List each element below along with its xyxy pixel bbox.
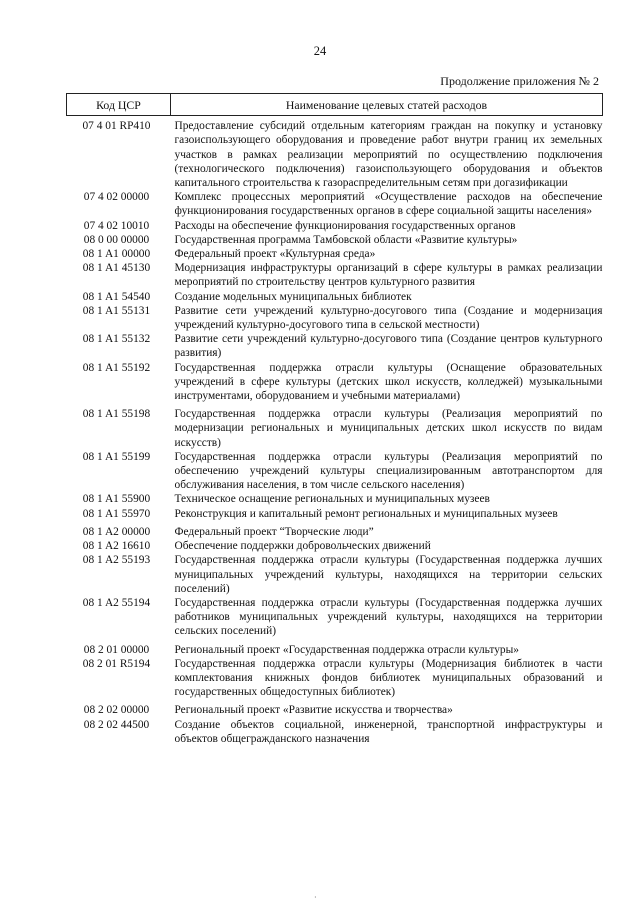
row-name: Государственная поддержка отрасли культуры (Реализация мероприятий по модернизации региональных и муниципальных детских школ искусств по видам искусств) xyxy=(174,408,603,449)
row-code: 08 1 A2 00000 xyxy=(82,525,151,538)
row-name: Техническое оснащение региональных и муниципальных музеев xyxy=(174,493,490,506)
row-name: Государственная поддержка отрасли культуры (Оснащение образовательных учреждений в сфере культуры (детских школ искусств, колледжей) музыкальными инструментами, оборудованием и учебными материалами) xyxy=(174,361,603,403)
row-code: 07 4 02 00000 xyxy=(83,191,150,204)
row-code: 08 1 A1 45130 xyxy=(82,262,151,275)
row-code: 08 1 A2 16610 xyxy=(82,540,151,553)
table-row xyxy=(67,657,603,700)
header-name: Наименование целевых статей расходов xyxy=(171,94,603,116)
page-number: 24 xyxy=(313,44,327,58)
row-name: Комплекс процессных мероприятий «Осуществление расходов на обеспечение функционирования государственных органов в сфере социальной защиты населения» xyxy=(174,191,603,218)
row-name: Государственная поддержка отрасли культуры (Государственная поддержка лучших работников муниципальных учреждений культуры, находящихся на территории сельских поселений) xyxy=(174,596,603,638)
row-code: 08 1 A1 55900 xyxy=(82,493,151,506)
header-code: Код ЦСР xyxy=(67,94,171,116)
row-name: Государственная программа Тамбовской области «Развитие культуры» xyxy=(174,233,518,246)
table-row xyxy=(67,261,603,289)
table-row xyxy=(67,507,603,521)
table-row xyxy=(67,219,603,233)
table-row xyxy=(67,233,603,247)
table-row xyxy=(67,403,603,450)
table-row xyxy=(67,190,603,218)
row-code: 08 1 A1 55131 xyxy=(82,304,151,317)
row-name: Реконструкция и капитальный ремонт региональных и муниципальных музеев xyxy=(174,507,558,520)
row-code: 08 1 A1 00000 xyxy=(82,248,151,261)
row-name: Федеральный проект “Творческие люди” xyxy=(174,525,374,538)
table-row xyxy=(67,290,603,304)
budget-classification-table-container xyxy=(66,93,602,746)
table-row xyxy=(67,332,603,360)
row-code: 08 1 A1 54540 xyxy=(82,290,151,303)
table-row xyxy=(67,116,603,191)
table-row xyxy=(67,304,603,332)
row-name: Модернизация инфраструктуры организаций в сфере культуры в рамках реализации мероприятий по строительству центров культурного развития xyxy=(174,262,603,289)
row-code: 08 1 A2 55193 xyxy=(82,554,151,567)
row-name: Обеспечение поддержки добровольческих движений xyxy=(174,540,431,553)
row-name: Предоставление субсидий отдельным категориям граждан на покупку и установку газоиспользующего оборудования и проведение работ внутри границ их земельных участков в рамках реализации мероприятий по осуществлению подключения (технологического подключения) газоиспользующего оборудования и объектов капитального строительства к газораспределительным сетям при догазификации xyxy=(174,120,603,190)
table-row xyxy=(67,699,603,717)
row-name: Государственная поддержка отрасли культуры (Государственная поддержка лучших муниципальных учреждений культуры, находящихся на территории сельских поселений) xyxy=(174,554,603,595)
row-name: Расходы на обеспечение функционирования государственных органов xyxy=(174,219,516,232)
row-code: 08 1 A1 55132 xyxy=(82,333,151,346)
table-row xyxy=(67,718,603,746)
row-name: Федеральный проект «Культурная среда» xyxy=(174,248,376,261)
row-name: Региональный проект «Государственная поддержка отрасли культуры» xyxy=(174,643,519,656)
budget-classification-table xyxy=(66,93,603,746)
table-row xyxy=(67,492,603,506)
row-code: 08 2 02 44500 xyxy=(83,718,150,731)
row-code: 08 1 A1 55970 xyxy=(82,507,151,520)
row-name: Создание модельных муниципальных библиотек xyxy=(174,290,412,303)
row-name: Развитие сети учреждений культурно-досугового типа (Создание центров культурного развития) xyxy=(174,333,603,360)
row-name: Государственная поддержка отрасли культуры (Реализация мероприятий по обеспечению учреждений культуры специализированным автотранспортом для обслуживания населения, в том числе сельского населения) xyxy=(174,450,603,492)
row-code: 08 1 A1 55198 xyxy=(82,408,151,421)
table-row xyxy=(67,639,603,657)
row-code: 08 0 00 00000 xyxy=(83,233,150,246)
row-code: 08 2 01 R5194 xyxy=(82,657,151,670)
table-row xyxy=(67,521,603,539)
row-name: Развитие сети учреждений культурно-досугового типа (Создание и модернизация учреждений культурно-досугового типа в сельской местности) xyxy=(174,304,603,332)
table-row xyxy=(67,539,603,553)
row-name: Государственная поддержка отрасли культуры (Модернизация библиотек в части комплектования книжных фондов библиотек муниципальных образований и государственных общедоступных библиотек) xyxy=(174,657,603,699)
appendix-continuation-label: Продолжение приложения № 2 xyxy=(440,74,599,88)
scan-artifact-mark: · xyxy=(314,893,317,902)
row-code: 08 2 02 00000 xyxy=(83,704,150,717)
row-code: 07 4 02 10010 xyxy=(83,219,150,232)
row-code: 07 4 01 RP410 xyxy=(82,120,151,133)
row-name: Региональный проект «Развитие искусства и творчества» xyxy=(174,704,453,717)
table-row xyxy=(67,553,603,596)
row-code: 08 2 01 00000 xyxy=(83,643,150,656)
table-row xyxy=(67,596,603,639)
table-row xyxy=(67,247,603,261)
table-row xyxy=(67,450,603,493)
row-code: 08 1 A1 55199 xyxy=(82,450,151,463)
table-header-row xyxy=(67,94,603,116)
table-row xyxy=(67,361,603,404)
row-name: Создание объектов социальной, инженерной, транспортной инфраструктуры и объектов общегражданского назначения xyxy=(174,718,603,745)
row-code: 08 1 A1 55192 xyxy=(82,361,151,374)
row-code: 08 1 A2 55194 xyxy=(82,596,151,609)
